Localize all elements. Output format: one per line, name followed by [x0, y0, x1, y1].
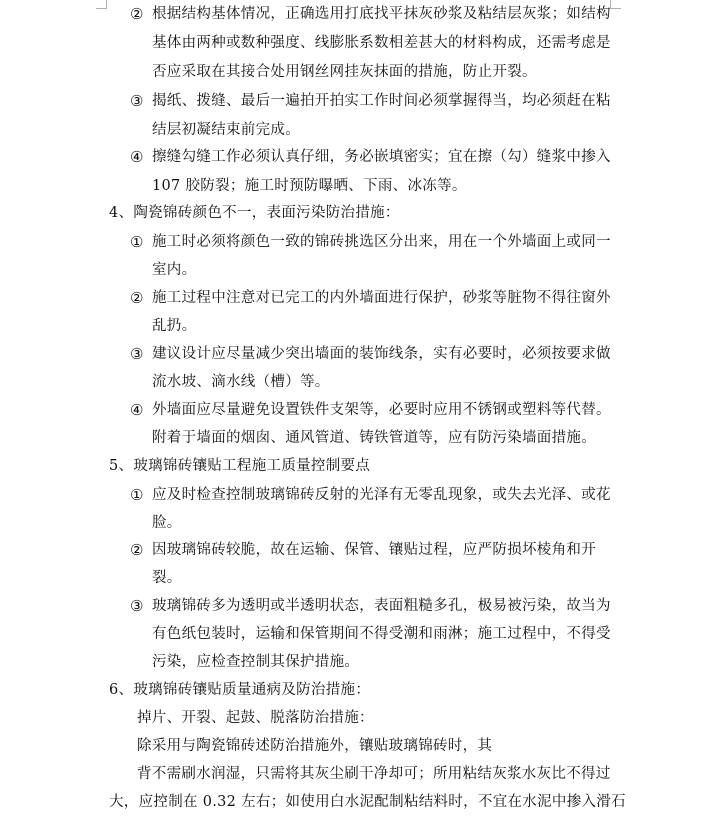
text-line: 107 胶防裂；施工时预防曝晒、下雨、冰冻等。 [152, 178, 467, 194]
text-line: 大，应控制在 0.32 左右；如使用白水泥配制粘结料时，不宜在水泥中掺入滑石 [109, 794, 626, 810]
sub-heading: 掉片、开裂、起鼓、脱落防治措施： [137, 710, 374, 726]
list-marker: ② [130, 289, 144, 307]
text-line: 污染，应检查控制其保护措施。 [152, 654, 360, 670]
text-line: 否应采取在其接合处用钢丝网挂灰抹面的措施，防止开裂。 [152, 64, 537, 80]
list-marker: ① [130, 233, 144, 251]
text-line: 建议设计应尽量减少突出墙面的装饰线条，实有必要时，必须按要求做 [152, 346, 611, 362]
list-marker: ② [130, 541, 144, 559]
text-line: 除采用与陶瓷锦砖述防治措施外，镶贴玻璃锦砖时，其 [137, 738, 493, 754]
list-marker: ④ [130, 401, 144, 419]
text-line: 施工时必须将颜色一致的锦砖挑选区分出来，用在一个外墙面上或同一 [152, 234, 611, 250]
section-heading: 6、玻璃锦砖镶贴质量通病及防治措施： [109, 682, 371, 698]
text-line: 流水坡、滴水线（槽）等。 [152, 374, 330, 390]
text-line: 基体由两种或数种强度、线膨胀系数相差甚大的材料构成，还需考虑是 [152, 35, 611, 51]
list-marker: ③ [130, 597, 144, 615]
text-line: 有色纸包装时，运输和保管期间不得受潮和雨淋；施工过程中，不得受 [152, 626, 611, 642]
text-line: 附着于墙面的烟囱、通风管道、铸铁管道等，应有防污染墙面措施。 [152, 430, 596, 446]
text-line: 裂。 [152, 570, 182, 586]
text-line: 根据结构基体情况，正确选用打底找平抹灰砂浆及粘结层灰浆；如结构 [152, 6, 611, 22]
list-marker: ③ [130, 92, 144, 110]
list-marker: ① [130, 486, 144, 504]
text-line: 结层初凝结束前完成。 [152, 122, 300, 138]
text-line: 玻璃锦砖多为透明或半透明状态，表面粗糙多孔，极易被污染，故当为 [152, 598, 611, 614]
section-heading: 5、玻璃锦砖镶贴工程施工质量控制要点 [109, 458, 371, 474]
text-line: 乱扔。 [152, 318, 197, 334]
text-line: 背不需刷水润湿，只需将其灰尘刷干净却可；所用粘结灰浆水灰比不得过 [137, 766, 611, 782]
text-line: 擦缝勾缝工作必须认真仔细，务必嵌填密实；宜在擦（勾）缝浆中掺入 [152, 149, 611, 165]
text-line: 脸。 [152, 515, 182, 531]
section-heading: 4、陶瓷锦砖颜色不一，表面污染防治措施： [109, 205, 400, 221]
text-line: 因玻璃锦砖较脆，故在运输、保管、镶贴过程，应严防损坏棱角和开 [152, 542, 596, 558]
text-line: 应及时检查控制玻璃锦砖反射的光泽有无零乱现象，或失去光泽、或花 [152, 487, 611, 503]
text-line: 外墙面应尽量避免设置铁件支架等，必要时应用不锈钢或塑料等代替。 [152, 402, 611, 418]
text-line: 室内。 [152, 262, 197, 278]
list-marker: ② [130, 5, 144, 23]
list-marker: ④ [130, 148, 144, 166]
text-line: 揭纸、拨缝、最后一遍拍开拍实工作时间必须掌握得当，均必须赶在粘 [152, 93, 611, 109]
list-marker: ③ [130, 345, 144, 363]
text-line: 施工过程中注意对已完工的内外墙面进行保护，砂浆等脏物不得往窗外 [152, 290, 611, 306]
